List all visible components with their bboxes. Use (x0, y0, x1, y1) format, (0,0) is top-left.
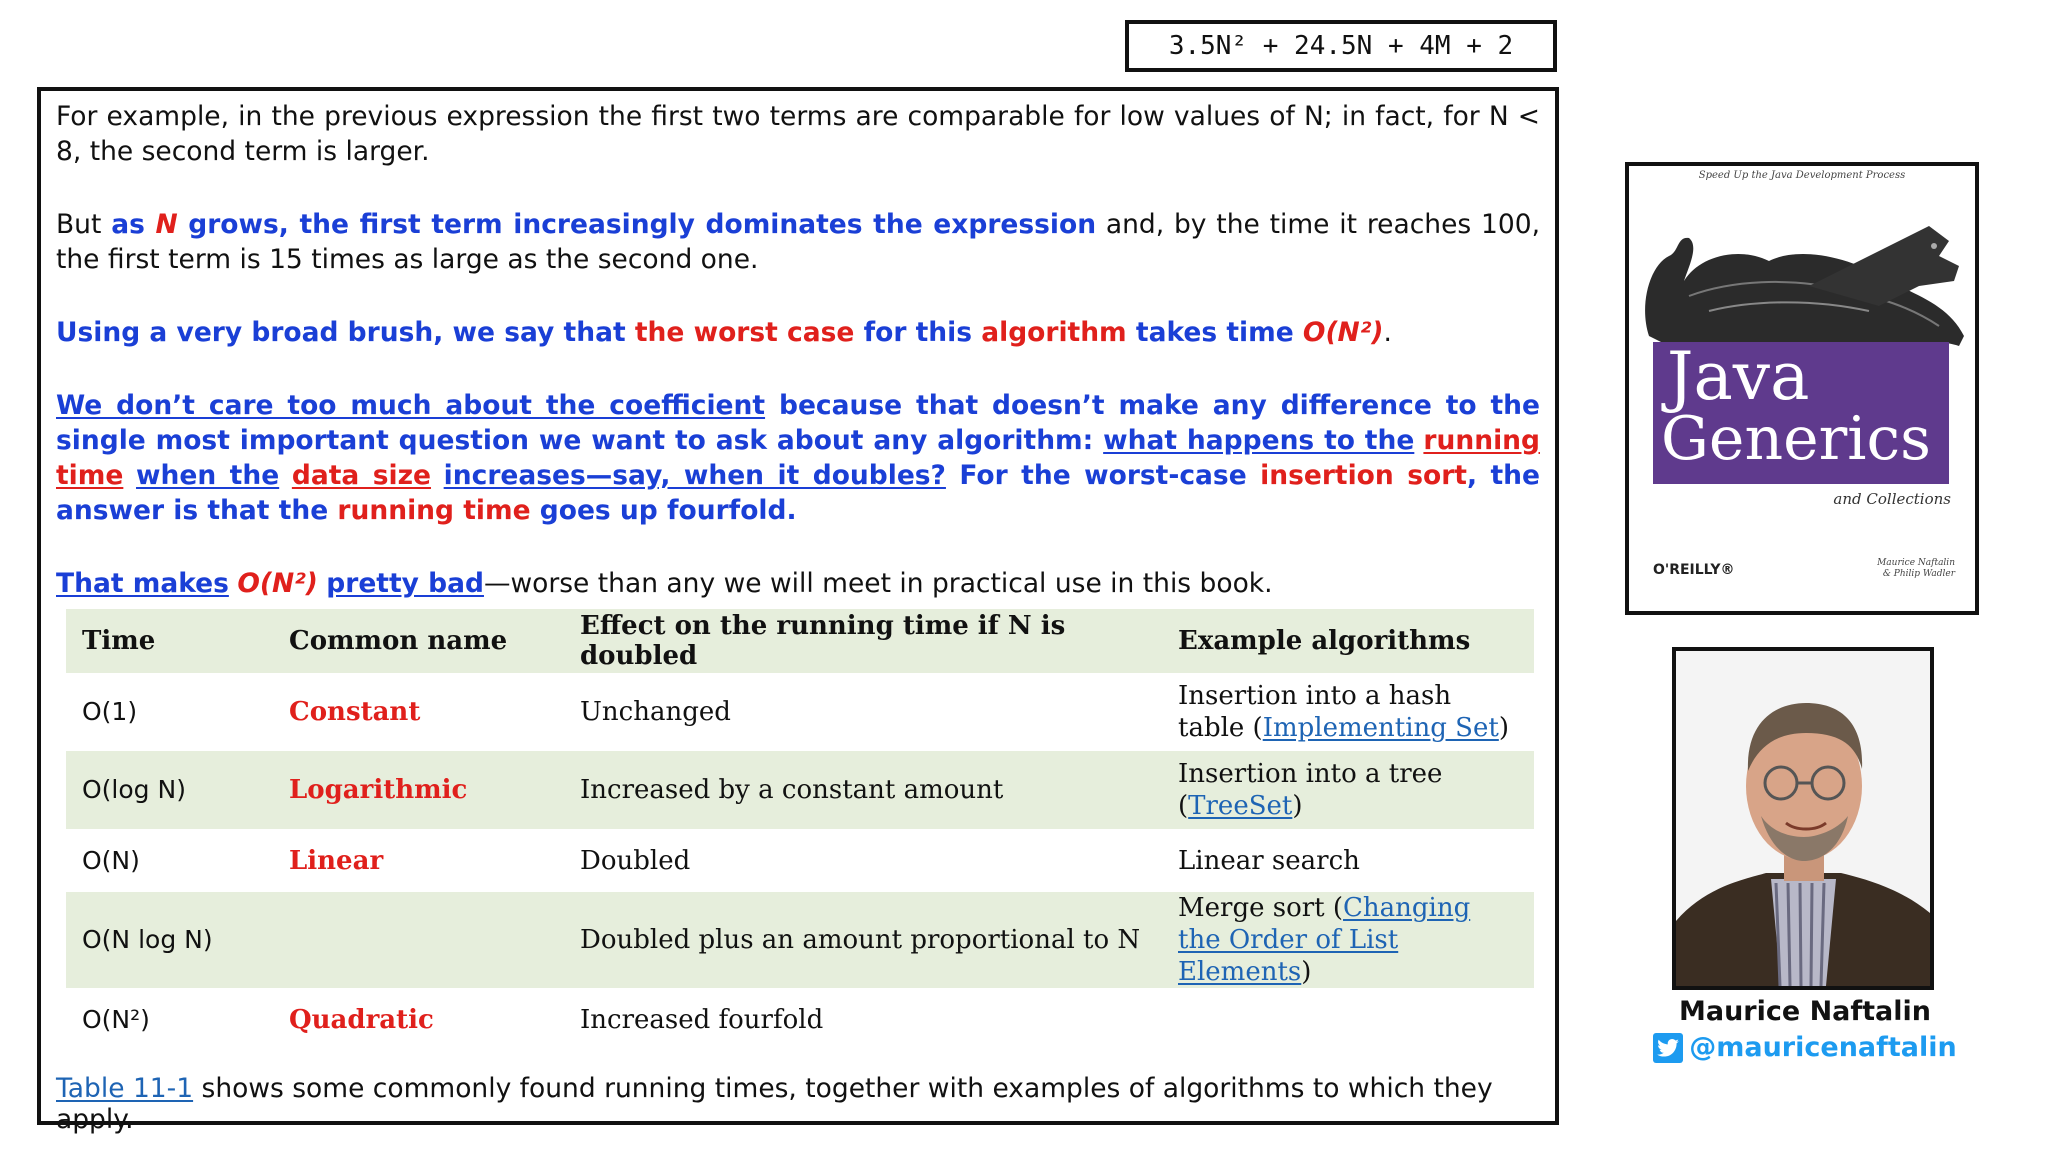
p2-emph-n: N (155, 209, 178, 240)
table-reference-link[interactable]: Table 11-1 (56, 1073, 194, 1104)
cell-common-name: Constant (289, 697, 421, 727)
example-tail: ) (1292, 791, 1303, 821)
p4-coefficient-phrase: We don’t care too much about the coefficient (56, 390, 766, 421)
p4-increases-doubles: increases—say, when it doubles? (443, 460, 946, 491)
twitter-icon (1653, 1033, 1683, 1063)
p5-pretty-bad: pretty bad (326, 568, 484, 599)
cell-example (1162, 673, 1534, 751)
paragraph-1: For example, in the previous expression the first two terms are comparable for low values of N; in fact, for N < 8, the second term is larger. (56, 101, 1540, 167)
cell-common-name: Quadratic (289, 1004, 434, 1035)
table-row (66, 892, 1534, 988)
example-text: Merge sort ( (1178, 893, 1344, 923)
p4-what-happens: what happens to the (1103, 425, 1415, 456)
cell-time: O(N) (82, 845, 140, 875)
author-handle-row (1600, 1032, 2010, 1063)
p3-big-o-quadratic: O(N²) (1302, 317, 1384, 348)
example-text: Insertion into a hash table ( (1178, 681, 1452, 743)
cell-example (1162, 988, 1534, 1051)
author-name: Maurice Naftalin (1678, 996, 1932, 1027)
p3-emph-worst-case: the worst case (634, 317, 855, 348)
table-row (66, 988, 1534, 1051)
footer-caption (56, 1073, 1555, 1135)
p5-that-makes: That makes (56, 568, 229, 599)
book-subtitle: and Collections (1833, 490, 1951, 508)
cell-example (1162, 892, 1534, 988)
p3-emph-takes-time: takes time (1126, 317, 1303, 348)
paragraph-3 (56, 315, 1540, 350)
p4-data-size: data size (291, 460, 431, 491)
p3-emph-broad-brush: Using a very broad brush, we say that (56, 317, 635, 348)
example-text: Linear search (1178, 845, 1360, 876)
p4-fourfold: goes up fourfold. (530, 495, 797, 526)
cell-effect: Doubled plus an amount proportional to N (564, 892, 1162, 988)
book-authors (1877, 558, 1955, 580)
author-photo (1672, 647, 1934, 990)
paragraph-5 (56, 566, 1540, 601)
p2-emph-as: as (111, 209, 156, 240)
header-examples: Example algorithms (1162, 609, 1534, 673)
p4-running-time: running time (56, 425, 1540, 491)
cell-time: O(1) (82, 697, 138, 726)
cell-example (1162, 751, 1534, 829)
slide-content-box (37, 87, 1559, 1135)
example-link-implementing-set[interactable]: Implementing Set (1262, 713, 1499, 743)
example-link-changing-order[interactable]: Changing the Order of List Elements (1178, 893, 1471, 987)
p4-worst-case-text: For the worst-case (945, 460, 1261, 491)
cell-effect: Doubled (580, 845, 691, 876)
book-title-line1: Java (1667, 338, 1810, 415)
cell-effect: Increased by a constant amount (564, 751, 1162, 829)
table-row (66, 673, 1534, 751)
book-title-block (1653, 338, 1949, 484)
paragraph-4 (56, 388, 1540, 528)
table-row (66, 829, 1534, 892)
footer-text: shows some commonly found running times, together with examples of algorithms to which they apply. (56, 1073, 1493, 1135)
p4-running-time-2: running time (337, 495, 531, 526)
cell-common-name: Linear (289, 845, 384, 876)
paragraph-2 (56, 207, 1540, 277)
p4-when-the: when the (136, 460, 280, 491)
book-title-line2: Generics (1661, 404, 1931, 474)
cell-time: O(log N) (66, 751, 273, 829)
p2-text-2: and, by the time it reaches 100, the first term is 15 times as large as the second one. (56, 209, 1540, 275)
header-time: Time (66, 609, 273, 673)
p4-answer-text: , the answer is that the (56, 460, 1540, 526)
p4-question-phrase: because that doesn’t make any difference to the single most important question we want to ask about any algorithm: (56, 390, 1541, 456)
p5-big-o-quadratic: O(N²) (237, 568, 318, 599)
header-effect: Effect on the running time if N is doubled (564, 609, 1162, 673)
p4-insertion-sort: insertion sort (1260, 460, 1467, 491)
formula-text: 3.5N² + 24.5N + 4M + 2 (1168, 31, 1514, 61)
example-tail: ) (1301, 957, 1312, 987)
author-portrait-illustration (1676, 651, 1930, 986)
book-author-1: Maurice Naftalin (1877, 558, 1955, 568)
example-link-treeset[interactable]: TreeSet (1188, 791, 1293, 821)
p5-text: —worse than any we will meet in practical use in this book. (483, 568, 1273, 599)
cell-example (1162, 829, 1534, 892)
table-header-row (66, 609, 1534, 673)
book-tagline: Speed Up the Java Development Process (1698, 170, 1906, 181)
cell-effect: Unchanged (580, 697, 731, 727)
p2-text-1: But (56, 209, 112, 240)
p3-period: . (1383, 317, 1392, 348)
cell-common-name (273, 892, 564, 988)
author-twitter-handle[interactable]: @mauricenaftalin (1689, 1032, 1957, 1063)
table-row (66, 751, 1534, 829)
complexity-table (66, 609, 1534, 1051)
book-cover (1625, 162, 1979, 615)
p3-emph-algorithm: algorithm (981, 317, 1127, 348)
cell-effect: Increased fourfold (580, 1004, 824, 1035)
example-text: Insertion into a tree ( (1178, 759, 1443, 821)
cell-common-name: Logarithmic (273, 751, 564, 829)
cell-time: O(N²) (82, 1004, 150, 1034)
book-publisher: O'REILLY® (1653, 562, 1735, 578)
p2-emph-grows: grows, the first term increasingly dominates the expression (177, 209, 1097, 240)
cell-time: O(N log N) (66, 892, 273, 988)
header-common-name: Common name (273, 609, 564, 673)
book-author-2: & Philip Wadler (1882, 569, 1955, 579)
example-tail: ) (1498, 713, 1509, 743)
formula-box (1125, 20, 1557, 72)
p3-emph-for-this: for this (854, 317, 982, 348)
